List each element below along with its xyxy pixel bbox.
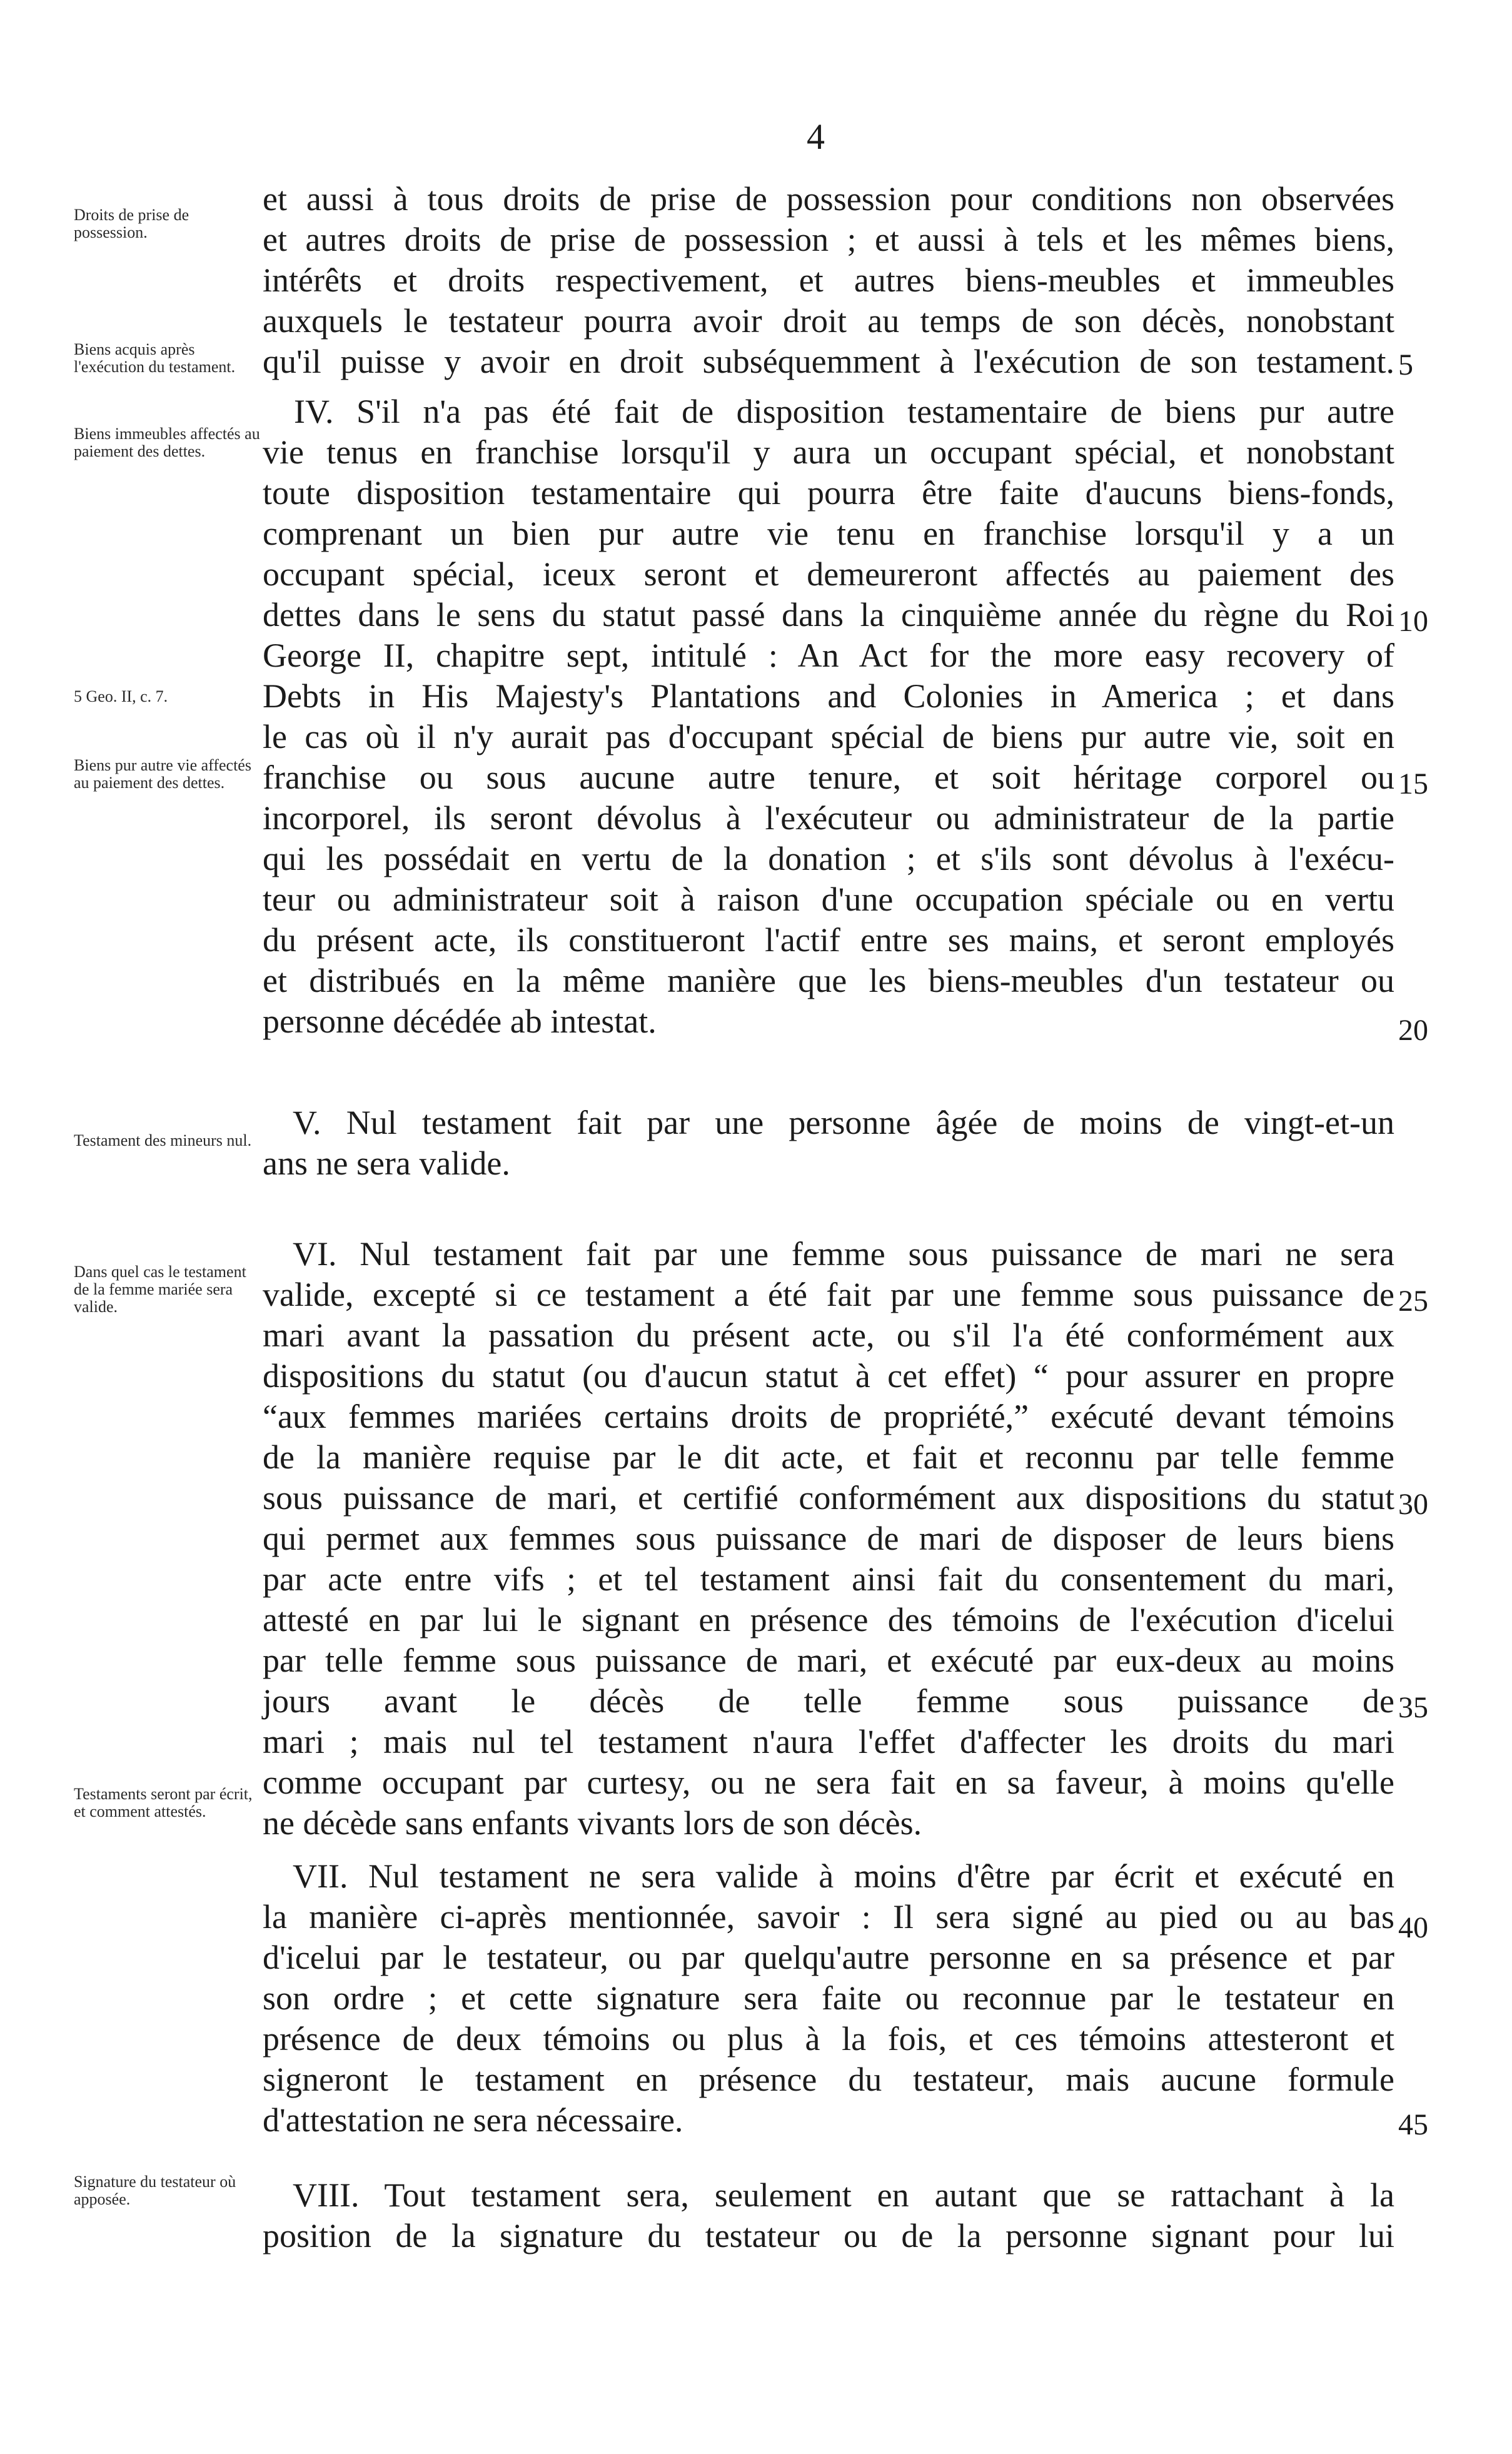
text-line: IV. S'il n'a pas été fait de disposition testamentaire de biens pur autre <box>294 393 1394 430</box>
text-line: vie tenus en franchise lorsqu'il y aura un occupant spécial, et nonobstant <box>263 433 1394 471</box>
text-line: George II, chapitre sept, intitulé : An Act for the more easy recovery of <box>263 637 1394 674</box>
text-line: mari avant la passation du présent acte, ou s'il l'a été conformément aux <box>263 1316 1394 1354</box>
text-line: et distribués en la même manière que les biens-meubles d'un testateur ou <box>263 962 1394 999</box>
text-line: sous puissance de mari, et certifié conformément aux dispositions du statut <box>263 1479 1394 1517</box>
text-line: attesté en par lui le signant en présence des témoins de l'exécution d'icelui <box>263 1601 1394 1639</box>
text-line: VII. Nul testament ne sera valide à moins d'être par écrit et exécuté en <box>293 1857 1394 1895</box>
text-line: toute disposition testamentaire qui pourra être faite d'aucuns biens-fonds, <box>263 474 1394 512</box>
line-number: 40 <box>1398 1911 1428 1944</box>
text-line: comme occupant par curtesy, ou ne sera fait en sa faveur, à moins qu'elle <box>263 1764 1394 1801</box>
page-number: 4 <box>807 116 825 157</box>
text-line: qui permet aux femmes sous puissance de mari de disposer de leurs biens <box>263 1520 1394 1557</box>
text-line: incorporel, ils seront dévolus à l'exécuteur ou administrateur de la partie <box>263 799 1394 837</box>
text-line: d'icelui par le testateur, ou par quelqu'autre personne en sa présence et par <box>263 1939 1394 1976</box>
line-number: 15 <box>1398 767 1428 800</box>
line-number: 20 <box>1398 1014 1428 1047</box>
text-line: et autres droits de prise de possession ; et aussi à tels et les mêmes biens, <box>263 221 1394 258</box>
line-number: 45 <box>1398 2108 1428 2141</box>
text-line: franchise ou sous aucune autre tenure, et soit héritage corporel ou <box>263 759 1394 796</box>
margin-note: Droits de prise de possession. <box>74 206 189 241</box>
line-number: 30 <box>1398 1488 1428 1521</box>
margin-note: 5 Geo. II, c. 7. <box>74 687 168 705</box>
text-line: comprenant un bien pur autre vie tenu en franchise lorsqu'il y a un <box>263 515 1394 552</box>
text-line: occupant spécial, iceux seront et demeureront affectés au paiement des <box>263 555 1394 593</box>
margin-note: Biens immeubles affectés au paiement des dettes. <box>74 425 260 460</box>
text-line: ans ne sera valide. <box>263 1144 510 1182</box>
text-line: auxquels le testateur pourra avoir droit au temps de son décès, nonobstant <box>263 302 1394 340</box>
text-line: Debts in His Majesty's Plantations and Colonies in America ; et dans <box>263 677 1394 715</box>
text-line: ne décède sans enfants vivants lors de son décès. <box>263 1804 922 1842</box>
margin-note: Testament des mineurs nul. <box>74 1131 252 1149</box>
text-line: et aussi à tous droits de prise de possession pour conditions non observées <box>263 180 1394 218</box>
margin-note: Signature du testateur où apposée. <box>74 2173 236 2208</box>
text-line: dettes dans le sens du statut passé dans la cinquième année du règne du Roi <box>263 596 1394 634</box>
text-line: teur ou administrateur soit à raison d'une occupation spéciale ou en vertu <box>263 881 1394 918</box>
text-line: VIII. Tout testament sera, seulement en autant que se rattachant à la <box>293 2176 1394 2214</box>
text-line: dispositions du statut (ou d'aucun statut à cet effet) “ pour assurer en propre <box>263 1357 1394 1395</box>
line-number: 10 <box>1398 605 1428 638</box>
text-line: qu'il puisse y avoir en droit subséquemment à l'exécution de son testament. <box>263 343 1394 380</box>
text-line: V. Nul testament fait par une personne âgée de moins de vingt-et-un <box>293 1104 1394 1141</box>
text-line: mari ; mais nul tel testament n'aura l'effet d'affecter les droits du mari <box>263 1723 1394 1760</box>
margin-note: Dans quel cas le testament de la femme mariée sera valide. <box>74 1263 246 1316</box>
text-line: VI. Nul testament fait par une femme sous puissance de mari ne sera <box>293 1235 1394 1273</box>
text-line: intérêts et droits respectivement, et autres biens-meubles et immeubles <box>263 261 1394 299</box>
text-line: d'attestation ne sera nécessaire. <box>263 2101 683 2139</box>
text-line: position de la signature du testateur ou de la personne signant pour lui <box>263 2217 1394 2255</box>
text-line: signeront le testament en présence du testateur, mais aucune formule <box>263 2061 1394 2098</box>
text-line: la manière ci-après mentionnée, savoir : Il sera signé au pied ou au bas <box>263 1898 1394 1936</box>
margin-note: Biens pur autre vie affectés au paiement des dettes. <box>74 756 251 792</box>
text-line: présence de deux témoins ou plus à la fois, et ces témoins attesteront et <box>263 2020 1394 2058</box>
text-line: jours avant le décès de telle femme sous puissance de <box>263 1682 1394 1720</box>
text-line: du présent acte, ils constitueront l'actif entre ses mains, et seront employés <box>263 921 1394 959</box>
line-number: 5 <box>1398 348 1413 381</box>
line-number: 25 <box>1398 1285 1428 1318</box>
margin-note: Biens acquis après l'exécution du testament. <box>74 340 236 376</box>
text-line: de la manière requise par le dit acte, et fait et reconnu par telle femme <box>263 1438 1394 1476</box>
text-line: personne décédée ab intestat. <box>263 1002 657 1040</box>
text-line: par acte entre vifs ; et tel testament ainsi fait du consentement du mari, <box>263 1560 1394 1598</box>
text-line: valide, excepté si ce testament a été fait par une femme sous puissance de <box>263 1276 1394 1313</box>
text-line: le cas où il n'y aurait pas d'occupant spécial de biens pur autre vie, soit en <box>263 718 1394 755</box>
text-line: qui les possédait en vertu de la donation ; et s'ils sont dévolus à l'exécu- <box>263 840 1394 877</box>
text-line: son ordre ; et cette signature sera faite ou reconnue par le testateur en <box>263 1979 1394 2017</box>
margin-note: Testaments seront par écrit, et comment attestés. <box>74 1785 253 1820</box>
text-line: “aux femmes mariées certains droits de propriété,” exécuté devant témoins <box>263 1398 1394 1435</box>
line-number: 35 <box>1398 1691 1428 1724</box>
text-line: par telle femme sous puissance de mari, et exécuté par eux-deux au moins <box>263 1642 1394 1679</box>
